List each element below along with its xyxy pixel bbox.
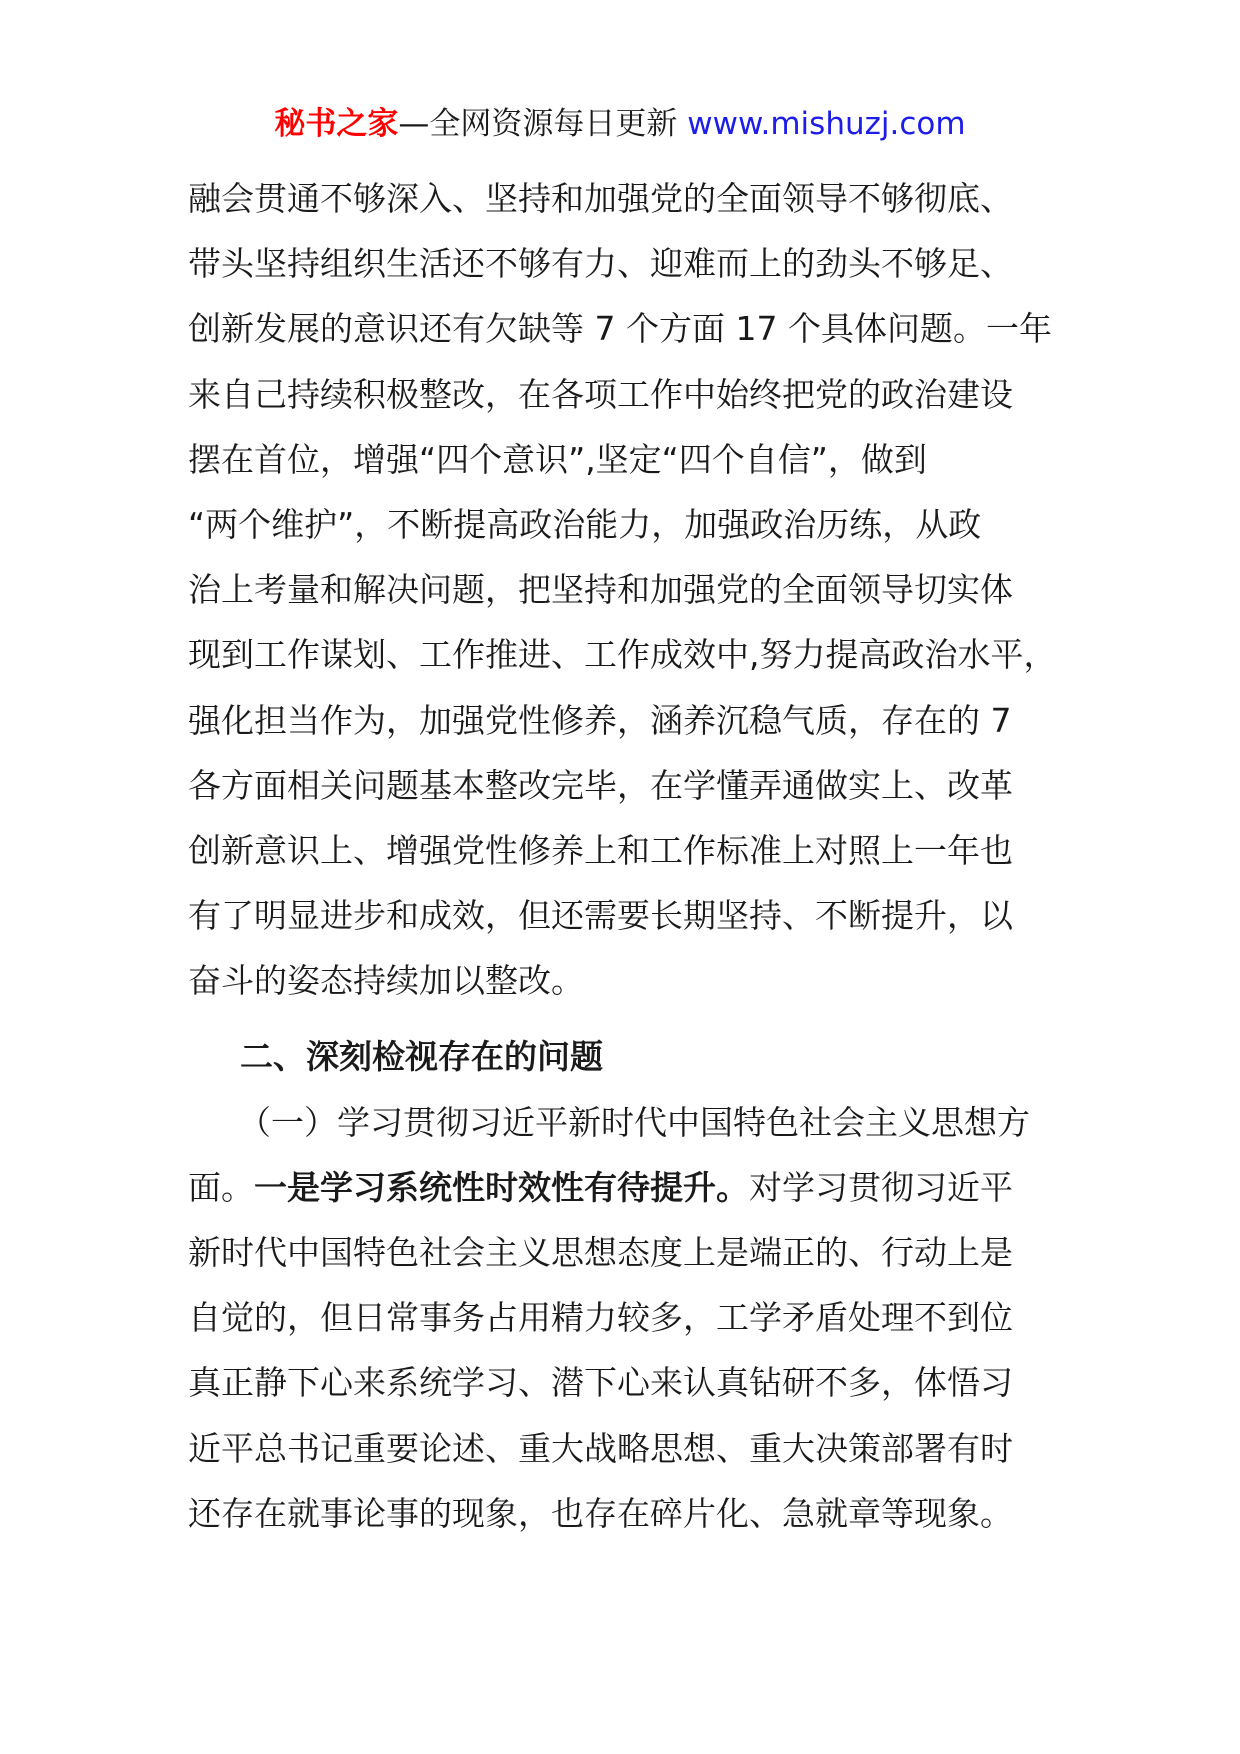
paragraph-text: 面。 [188, 1167, 254, 1207]
page-header [0, 100, 1240, 148]
paragraph-line: 自觉的，但日常事务占用精力较多，工学矛盾处理不到位 [188, 1298, 1013, 1338]
paragraph-text: 对学习贯彻习近平 [749, 1167, 1013, 1207]
paragraph-line [188, 1155, 1078, 1220]
paragraph-line: 真正静下心来系统学习、潜下心来认真钻研不多，体悟习 [188, 1363, 1013, 1403]
paragraph-line: 治上考量和解决问题，把坚持和加强党的全面领导切实体 [188, 570, 1013, 610]
paragraph-study-issues [188, 1090, 1078, 1546]
paragraph-line: 新时代中国特色社会主义思想态度上是端正的、行动上是 [188, 1233, 1013, 1272]
document-body [188, 166, 1078, 1546]
paragraph-line: 创新意识上、增强党性修养上和工作标准上对照上一年也 [188, 830, 1013, 870]
brand-name: 秘书之家 [274, 106, 399, 142]
paragraph-line: 各方面相关问题基本整改完毕，在学懂弄通做实上、改革 [188, 765, 1013, 805]
paragraph-line: 带头坚持组织生活还不够有力、迎难而上的劲头不够足、 [188, 244, 1013, 284]
paragraph-line: 融会贯通不够深入、坚持和加强党的全面领导不够彻底、 [188, 179, 1013, 218]
paragraph-line: “两个维护”，不断提高政治能力，加强政治历练，从政 [188, 504, 982, 544]
paragraph-line: 现到工作谋划、工作推进、工作成效中,努力提高政治水平， [188, 635, 1057, 675]
paragraph-line: 有了明显进步和成效，但还需要长期坚持、不断提升，以 [188, 896, 1013, 936]
site-url-link[interactable]: www.mishuzj.com [687, 106, 966, 142]
paragraph-line: 摆在首位，增强“四个意识”,坚定“四个自信”，做到 [188, 439, 927, 479]
paragraph-rectification-summary [188, 166, 1078, 1013]
paragraph-line: 近平总书记重要论述、重大战略思想、重大决策部署有时 [188, 1428, 1013, 1468]
paragraph-line: 还存在就事论事的现象，也存在碎片化、急就章等现象。 [188, 1493, 1013, 1533]
section-heading: 二、深刻检视存在的问题 [240, 1037, 603, 1077]
paragraph-line: 奋斗的姿态持续加以整改。 [188, 961, 584, 1001]
header-tagline: —全网资源每日更新 [398, 106, 688, 142]
bold-point-heading: 一是学习系统性时效性有待提升。 [254, 1167, 749, 1207]
paragraph-line: 强化担当作为，加强党性修养，涵养沉稳气质，存在的 7 [188, 700, 1012, 740]
paragraph-line: 创新发展的意识还有欠缺等 7 个方面 17 个具体问题。一年 [188, 309, 1052, 349]
paragraph-line: （一）学习贯彻习近平新时代中国特色社会主义思想方 [238, 1102, 1030, 1142]
paragraph-line: 来自己持续积极整改，在各项工作中始终把党的政治建设 [188, 374, 1013, 414]
